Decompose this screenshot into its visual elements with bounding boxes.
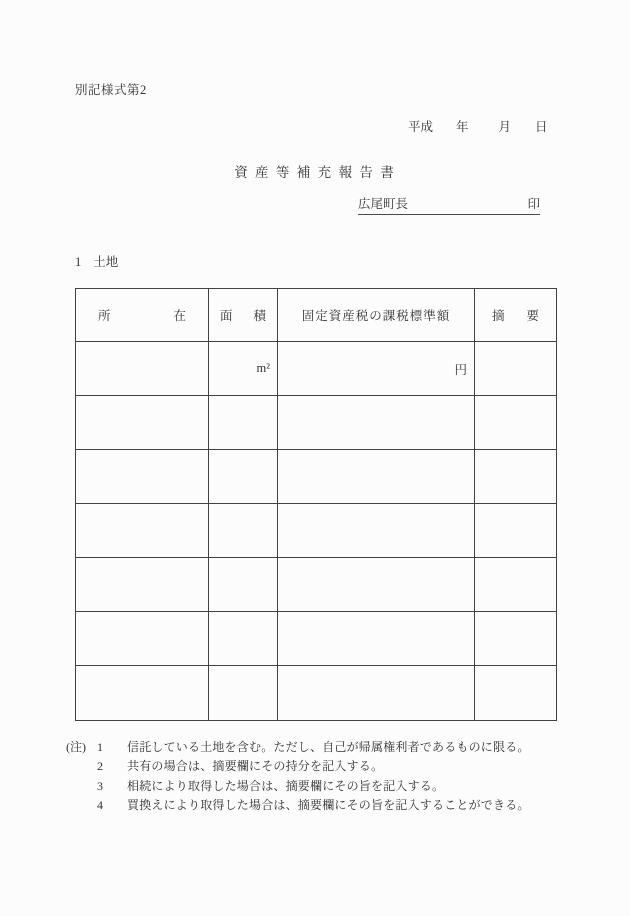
addressee-line xyxy=(358,194,540,215)
date-day-label: 日 xyxy=(535,120,548,134)
header-area-char: 積 xyxy=(253,309,266,323)
header-location-char: 在 xyxy=(173,309,186,323)
header-location xyxy=(76,289,209,342)
cell-area xyxy=(209,450,278,504)
section-number: 1 xyxy=(75,255,82,269)
note-number: 2 xyxy=(97,759,103,774)
note-number: 4 xyxy=(97,798,103,813)
cell-area xyxy=(209,504,278,558)
table-row xyxy=(76,396,557,450)
cell-amount xyxy=(278,396,475,450)
note-item xyxy=(66,738,530,757)
cell-location xyxy=(76,396,209,450)
header-remarks-char: 要 xyxy=(526,309,539,323)
note-number: 1 xyxy=(97,740,103,754)
cell-remarks xyxy=(475,504,557,558)
note-item xyxy=(66,757,530,776)
cell-amount-unit: 円 xyxy=(278,342,475,396)
cell-remarks xyxy=(475,612,557,666)
cell-remarks xyxy=(475,342,557,396)
header-location-char: 所 xyxy=(98,309,111,323)
section-label: 土地 xyxy=(93,255,119,269)
cell-remarks xyxy=(475,396,557,450)
cell-area xyxy=(209,396,278,450)
note-text: 信託している土地を含む。ただし、自己が帰属権利者であるものに限る。 xyxy=(127,740,530,754)
document-title: 資 産 等 補 充 報 告 書 xyxy=(234,165,396,180)
table-row xyxy=(76,504,557,558)
cell-area xyxy=(209,612,278,666)
date-era-label: 平成 xyxy=(408,120,434,134)
cell-location xyxy=(76,612,209,666)
note-item xyxy=(66,796,530,815)
cell-location xyxy=(76,666,209,721)
note-text: 相続により取得した場合は、摘要欄にその旨を記入する。 xyxy=(127,778,445,793)
cell-remarks xyxy=(475,666,557,721)
notes xyxy=(66,738,530,816)
cell-remarks xyxy=(475,450,557,504)
cell-amount xyxy=(278,504,475,558)
land-table xyxy=(75,288,557,721)
cell-location xyxy=(76,342,209,396)
header-remarks xyxy=(475,289,557,342)
addressee-name: 広尾町長 xyxy=(358,197,409,211)
header-tax-base: 固定資産税の課税標準額 xyxy=(278,289,475,342)
section-heading xyxy=(75,252,118,270)
cell-area-unit: m² xyxy=(209,342,278,396)
date-line xyxy=(408,117,548,135)
date-year-label: 年 xyxy=(456,120,469,134)
note-text: 買換えにより取得した場合は、摘要欄にその旨を記入することができる。 xyxy=(127,798,530,813)
table-row xyxy=(76,612,557,666)
form-id: 別記様式第2 xyxy=(75,83,147,97)
table-row-units xyxy=(76,342,557,396)
cell-area xyxy=(209,666,278,721)
cell-area xyxy=(209,558,278,612)
table-row xyxy=(76,450,557,504)
note-text: 共有の場合は、摘要欄にその持分を記入する。 xyxy=(127,759,384,774)
header-area xyxy=(209,289,278,342)
note-item xyxy=(66,777,530,796)
cell-amount xyxy=(278,666,475,721)
cell-location xyxy=(76,558,209,612)
note-number: 3 xyxy=(97,778,103,793)
table-row xyxy=(76,558,557,612)
table-row xyxy=(76,666,557,721)
table-header-row xyxy=(76,289,557,342)
notes-label: (注) xyxy=(66,740,86,754)
seal-mark: 印 xyxy=(527,197,540,211)
header-remarks-char: 摘 xyxy=(492,309,505,323)
cell-amount xyxy=(278,612,475,666)
cell-remarks xyxy=(475,558,557,612)
cell-amount xyxy=(278,450,475,504)
cell-location xyxy=(76,450,209,504)
header-area-char: 面 xyxy=(220,309,233,323)
cell-location xyxy=(76,504,209,558)
cell-amount xyxy=(278,558,475,612)
date-month-label: 月 xyxy=(498,120,512,134)
